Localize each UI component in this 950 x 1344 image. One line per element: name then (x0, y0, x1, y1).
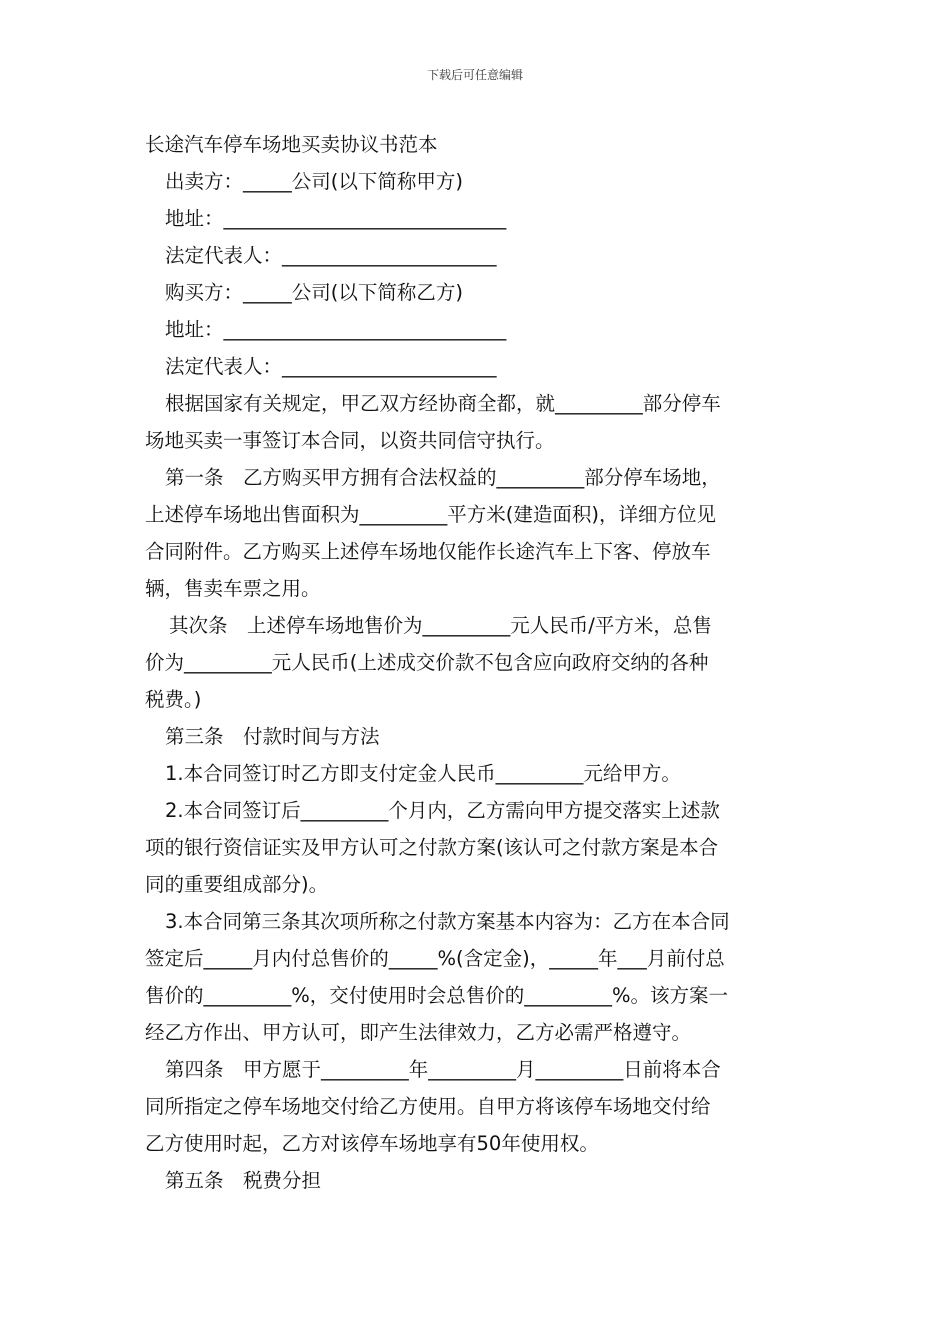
paragraph-line: 第四条 甲方愿于_________年_________月_________日前将本合 (165, 1058, 721, 1081)
article-3-item-3 (145, 903, 810, 1051)
page-header-note: 下载后可任意编辑 (426, 68, 523, 82)
paragraph-line: 项的银行资信证实及甲方认可之付款方案(该认可之付款方案是本合 (145, 836, 719, 859)
buyer-line: 购买方：_____公司(以下简称乙方) (165, 281, 463, 304)
buyer-representative-line: 法定代表人：______________________ (165, 355, 497, 378)
paragraph-line: 根据国家有关规定，甲乙双方经协商全都，就_________部分停车 (165, 392, 721, 415)
paragraph-line: 场地买卖一事签订本合同，以资共同信守执行。 (145, 429, 555, 452)
seller-address-line: 地址：_____________________________ (165, 207, 507, 230)
article-5-title: 第五条 税费分担 (165, 1169, 322, 1192)
paragraph-line: 3.本合同第三条其次项所称之付款方案基本内容为：乙方在本合同 (165, 910, 730, 933)
article-2-paragraph (145, 607, 810, 718)
seller-line: 出卖方：_____公司(以下简称甲方) (165, 170, 463, 193)
contract-body (145, 126, 810, 1199)
paragraph-line: 签定后_____月内付总售价的_____%(含定金)，_____年___月前付总 (145, 947, 725, 970)
paragraph-line: 税费。) (145, 688, 202, 711)
paragraph-line: 上述停车场地出售面积为_________平方米(建造面积)，详细方位见 (145, 503, 716, 526)
article-3-item-2 (145, 792, 810, 903)
buyer-address-line: 地址：_____________________________ (165, 318, 507, 341)
article-3-item-1: 1.本合同签订时乙方即支付定金人民币_________元给甲方。 (165, 762, 681, 785)
article-3-title: 第三条 付款时间与方法 (165, 725, 380, 748)
paragraph-line: 价为_________元人民币(上述成交价款不包含应向政府交纳的各种 (145, 651, 709, 674)
paragraph-line: 2.本合同签订后_________个月内，乙方需向甲方提交落实上述款 (165, 799, 720, 822)
seller-representative-line: 法定代表人：______________________ (165, 244, 497, 267)
paragraph-line: 经乙方作出、甲方认可，即产生法律效力，乙方必需严格遵守。 (145, 1021, 692, 1044)
preamble-paragraph (145, 385, 810, 459)
article-4-paragraph (145, 1051, 810, 1162)
paragraph-line: 合同附件。乙方购买上述停车场地仅能作长途汽车上下客、停放车 (145, 540, 711, 563)
paragraph-line: 乙方使用时起，乙方对该停车场地享有50年使用权。 (145, 1132, 599, 1155)
paragraph-line: 辆，售卖车票之用。 (145, 577, 321, 600)
paragraph-line: 其次条 上述停车场地售价为_________元人民币/平方米，总售 (169, 614, 712, 637)
paragraph-line: 同所指定之停车场地交付给乙方使用。自甲方将该停车场地交付给 (145, 1095, 711, 1118)
paragraph-line: 同的重要组成部分)。 (145, 873, 329, 896)
paragraph-line: 售价的_________%，交付使用时会总售价的_________%。该方案一 (145, 984, 729, 1007)
paragraph-line: 第一条 乙方购买甲方拥有合法权益的_________部分停车场地， (165, 466, 721, 489)
article-1-paragraph (145, 459, 810, 607)
document-title: 长途汽车停车场地买卖协议书范本 (145, 133, 438, 156)
